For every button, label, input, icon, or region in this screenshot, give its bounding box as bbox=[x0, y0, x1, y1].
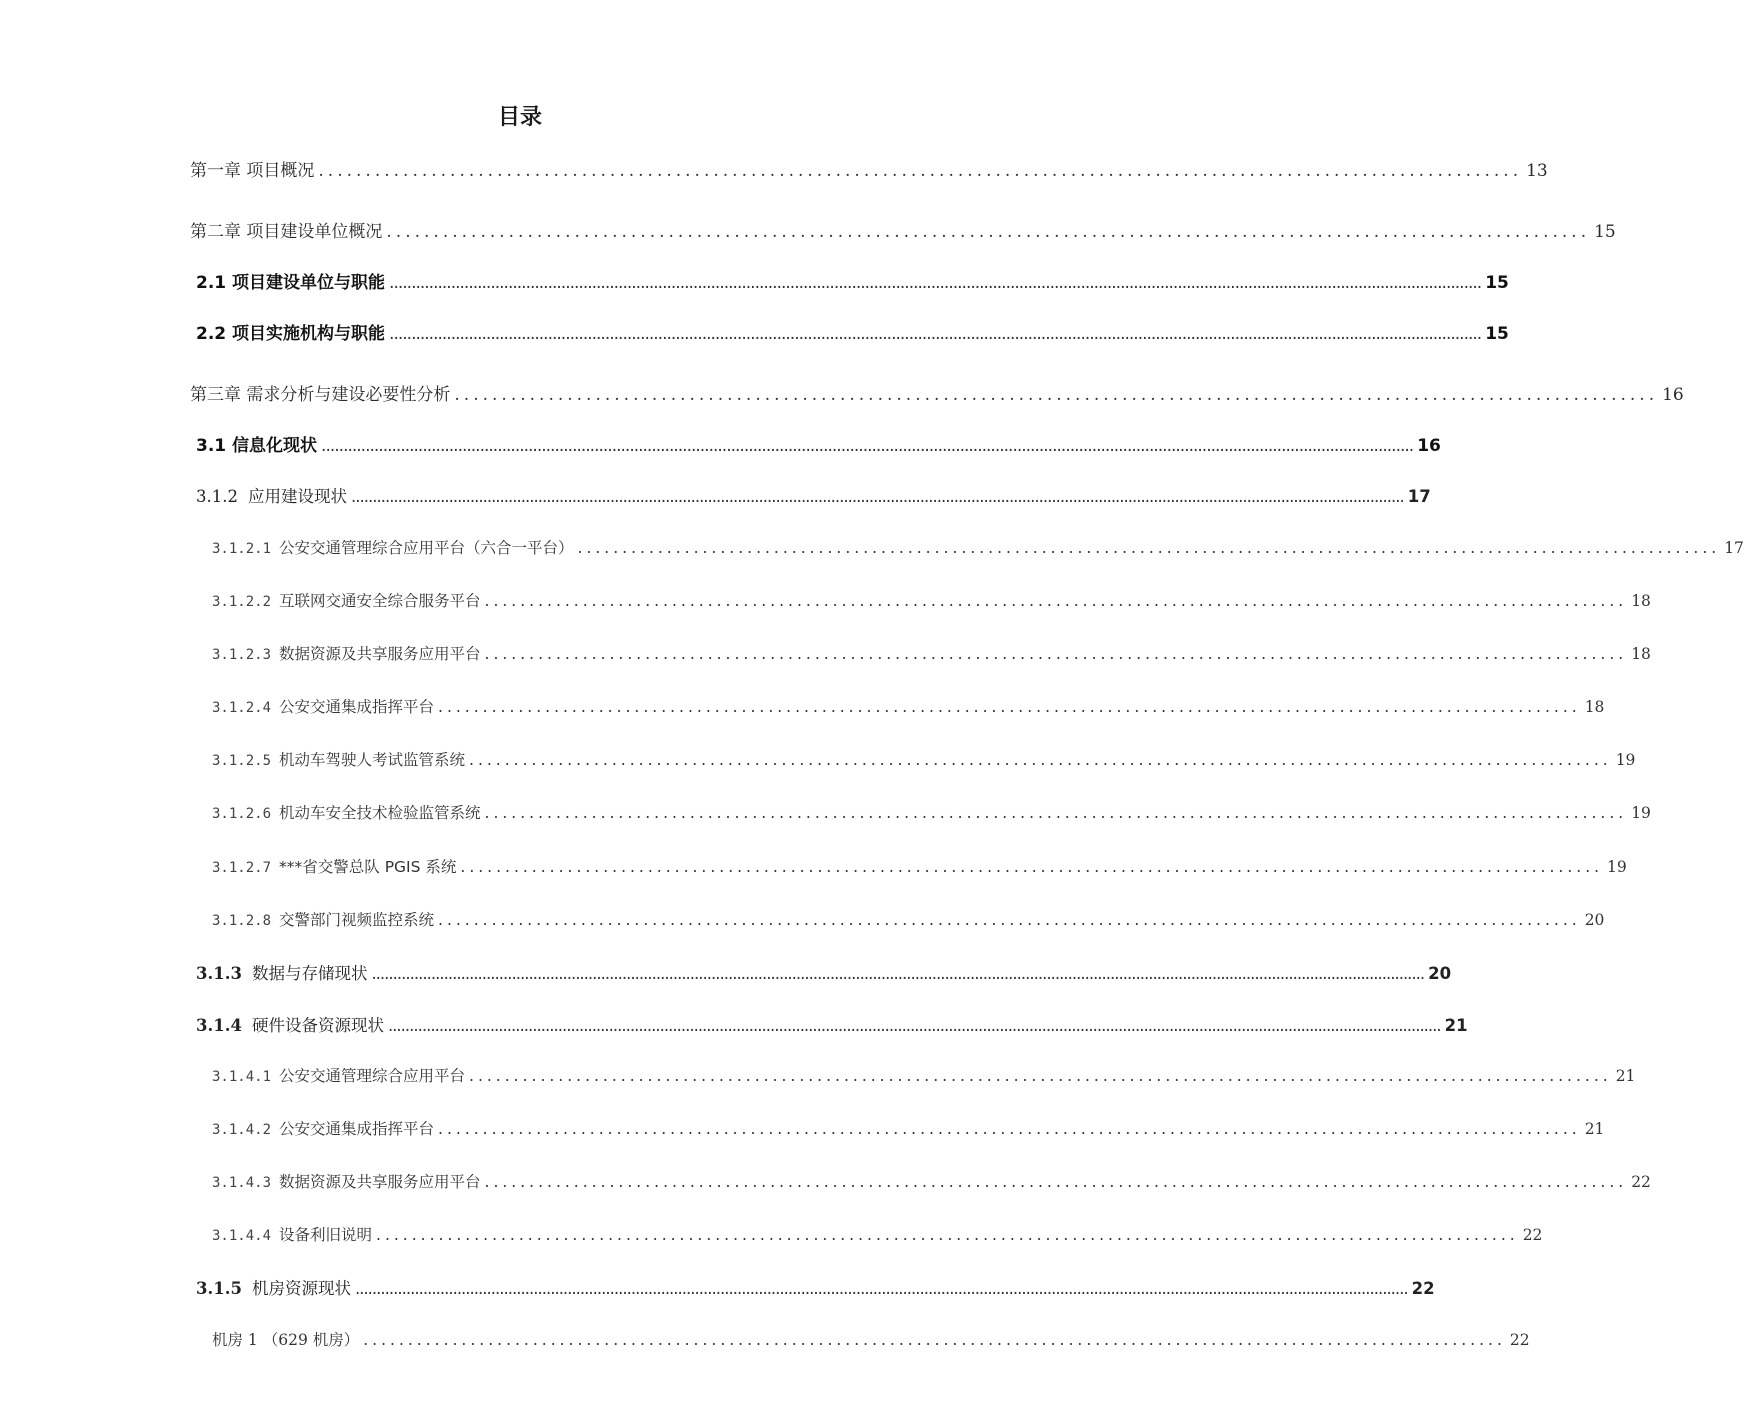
page-number: 16 bbox=[1662, 385, 1684, 405]
entry-number: 3.1.2.4 bbox=[212, 700, 272, 716]
entry-text: 应用建设现状 bbox=[247, 487, 347, 506]
toc-entry[interactable] bbox=[196, 431, 1441, 456]
entry-text: 机房资源现状 bbox=[251, 1279, 351, 1298]
entry-number: 3.1.2.3 bbox=[212, 647, 272, 663]
dot-leader: ................................................................................................................................ bbox=[318, 161, 1523, 181]
entry-text: 公安交通集成指挥平台 bbox=[279, 1120, 435, 1138]
dot-leader: ................................................................................................................................ bbox=[454, 385, 1659, 405]
entry-number: 3.1.4.2 bbox=[212, 1122, 272, 1138]
page-number: 19 bbox=[1607, 858, 1627, 876]
entry-text: 数据资源及共享服务应用平台 bbox=[279, 645, 481, 663]
toc-entry[interactable] bbox=[212, 1064, 1636, 1086]
page-number: 20 bbox=[1428, 964, 1452, 983]
entry-number: 3.1.2.8 bbox=[212, 913, 272, 929]
dot-leader: ........................................................................................................................................................................................................................................................ bbox=[387, 1016, 1441, 1035]
entry-text: 机房 1 （629 机房） bbox=[212, 1331, 360, 1349]
page-number: 17 bbox=[1407, 487, 1431, 506]
page-number: 19 bbox=[1615, 751, 1636, 769]
dot-leader: ................................................................................................................................ bbox=[438, 698, 1581, 716]
page-number: 15 bbox=[1594, 222, 1616, 242]
toc-entry[interactable] bbox=[212, 748, 1636, 770]
page-number: 18 bbox=[1631, 645, 1651, 663]
page-number: 22 bbox=[1631, 1173, 1651, 1191]
dot-leader: ........................................................................................................................................................................................................................................................ bbox=[354, 1279, 1408, 1298]
entry-text: 机动车驾驶人考试监管系统 bbox=[279, 751, 466, 769]
dot-leader: ................................................................................................................................ bbox=[376, 1226, 1519, 1244]
entry-number: 3.1.3 bbox=[196, 964, 242, 983]
entry-text: 硬件设备资源现状 bbox=[251, 1016, 384, 1035]
entry-text: 公安交通管理综合应用平台 bbox=[279, 1067, 466, 1085]
toc-entry[interactable] bbox=[196, 483, 1431, 507]
toc-entry[interactable] bbox=[212, 589, 1651, 611]
entry-text: 数据与存储现状 bbox=[251, 964, 368, 983]
toc-entry[interactable] bbox=[196, 268, 1509, 293]
entry-text: 第一章 项目概况 bbox=[190, 161, 315, 181]
entry-number: 3.1.5 bbox=[196, 1279, 242, 1298]
toc-entry[interactable] bbox=[212, 536, 1744, 558]
toc-entry[interactable] bbox=[190, 217, 1616, 242]
entry-number: 3.1.2 bbox=[196, 487, 238, 506]
toc-entry[interactable] bbox=[196, 319, 1509, 344]
entry-number: 3.1.4.3 bbox=[212, 1175, 272, 1191]
dot-leader: ................................................................................................................................ bbox=[363, 1331, 1506, 1349]
entry-number: 2.1 bbox=[196, 273, 227, 293]
entry-number: 3.1.4.1 bbox=[212, 1069, 272, 1085]
entry-number: 2.2 bbox=[196, 324, 227, 344]
entry-text: 第三章 需求分析与建设必要性分析 bbox=[190, 385, 451, 405]
toc-entry[interactable] bbox=[196, 1012, 1468, 1036]
entry-text: 数据资源及共享服务应用平台 bbox=[279, 1173, 481, 1191]
entry-text: ***省交警总队 PGIS 系统 bbox=[279, 858, 457, 876]
entry-number: 3.1.2.2 bbox=[212, 594, 272, 610]
toc-entry[interactable] bbox=[212, 695, 1605, 717]
entry-text: 交警部门视频监控系统 bbox=[279, 911, 435, 929]
toc-entry[interactable] bbox=[212, 908, 1605, 930]
page-number: 21 bbox=[1584, 1120, 1605, 1138]
page-number: 21 bbox=[1444, 1016, 1468, 1035]
entry-number: 3.1 bbox=[196, 436, 227, 456]
page-number: 15 bbox=[1485, 324, 1509, 344]
toc-entry[interactable] bbox=[212, 1170, 1651, 1192]
dot-leader: ........................................................................................................................................................................................................................................................ bbox=[389, 273, 1482, 293]
toc-entry[interactable] bbox=[196, 960, 1452, 984]
toc-entry[interactable] bbox=[212, 855, 1627, 877]
entry-number: 3.1.2.1 bbox=[212, 541, 272, 557]
entry-number: 3.1.4.4 bbox=[212, 1228, 272, 1244]
toc-entry[interactable] bbox=[190, 380, 1684, 405]
page-number: 18 bbox=[1584, 698, 1605, 716]
entry-text: 公安交通集成指挥平台 bbox=[279, 698, 435, 716]
entry-text: 互联网交通安全综合服务平台 bbox=[279, 592, 481, 610]
page-number: 15 bbox=[1485, 273, 1509, 293]
entry-text: 公安交通管理综合应用平台（六合一平台） bbox=[279, 539, 574, 557]
entry-text: 第二章 项目建设单位概况 bbox=[190, 222, 383, 242]
toc-entry[interactable] bbox=[212, 801, 1651, 823]
entry-text: 设备利旧说明 bbox=[279, 1226, 373, 1244]
toc-entry[interactable] bbox=[212, 1117, 1605, 1139]
dot-leader: ........................................................................................................................................................................................................................................................ bbox=[321, 436, 1414, 456]
page-number: 22 bbox=[1522, 1226, 1543, 1244]
toc-entry[interactable] bbox=[212, 642, 1651, 664]
page-number: 22 bbox=[1509, 1331, 1530, 1349]
dot-leader: ........................................................................................................................................................................................................................................................ bbox=[350, 487, 1404, 506]
page-number: 21 bbox=[1615, 1067, 1636, 1085]
entry-text: 项目建设单位与职能 bbox=[232, 273, 386, 293]
page-number: 16 bbox=[1417, 436, 1441, 456]
dot-leader: ................................................................................................................................ bbox=[484, 592, 1628, 610]
toc-entry[interactable] bbox=[212, 1223, 1543, 1245]
dot-leader: ................................................................................................................................ bbox=[484, 1173, 1628, 1191]
entry-text: 项目实施机构与职能 bbox=[232, 324, 386, 344]
entry-number: 3.1.4 bbox=[196, 1016, 242, 1035]
page-number: 22 bbox=[1411, 1279, 1435, 1298]
dot-leader: ................................................................................................................................ bbox=[460, 858, 1604, 876]
entry-text: 信息化现状 bbox=[232, 436, 318, 456]
toc-entry[interactable] bbox=[212, 1328, 1530, 1350]
entry-text: 机动车安全技术检验监管系统 bbox=[279, 804, 481, 822]
dot-leader: ................................................................................................................................ bbox=[438, 1120, 1581, 1138]
dot-leader: ................................................................................................................................ bbox=[469, 751, 1612, 769]
toc-title: 目录 bbox=[497, 105, 542, 130]
page-number: 13 bbox=[1526, 161, 1548, 181]
page-number: 17 bbox=[1724, 539, 1744, 557]
entry-number: 3.1.2.5 bbox=[212, 753, 272, 769]
entry-number: 3.1.2.7 bbox=[212, 860, 272, 876]
entry-number: 3.1.2.6 bbox=[212, 806, 272, 822]
page-number: 18 bbox=[1631, 592, 1651, 610]
toc-entry[interactable] bbox=[190, 156, 1548, 181]
dot-leader: ................................................................................................................................ bbox=[438, 911, 1581, 929]
dot-leader: ................................................................................................................................ bbox=[386, 222, 1591, 242]
dot-leader: ................................................................................................................................ bbox=[577, 539, 1721, 557]
dot-leader: ................................................................................................................................ bbox=[469, 1067, 1612, 1085]
dot-leader: ................................................................................................................................ bbox=[484, 645, 1628, 663]
dot-leader: ................................................................................................................................ bbox=[484, 804, 1628, 822]
page-number: 20 bbox=[1584, 911, 1605, 929]
page-number: 19 bbox=[1631, 804, 1651, 822]
dot-leader: ........................................................................................................................................................................................................................................................ bbox=[389, 324, 1482, 344]
dot-leader: ........................................................................................................................................................................................................................................................ bbox=[371, 964, 1425, 983]
toc-entry[interactable] bbox=[196, 1275, 1435, 1299]
